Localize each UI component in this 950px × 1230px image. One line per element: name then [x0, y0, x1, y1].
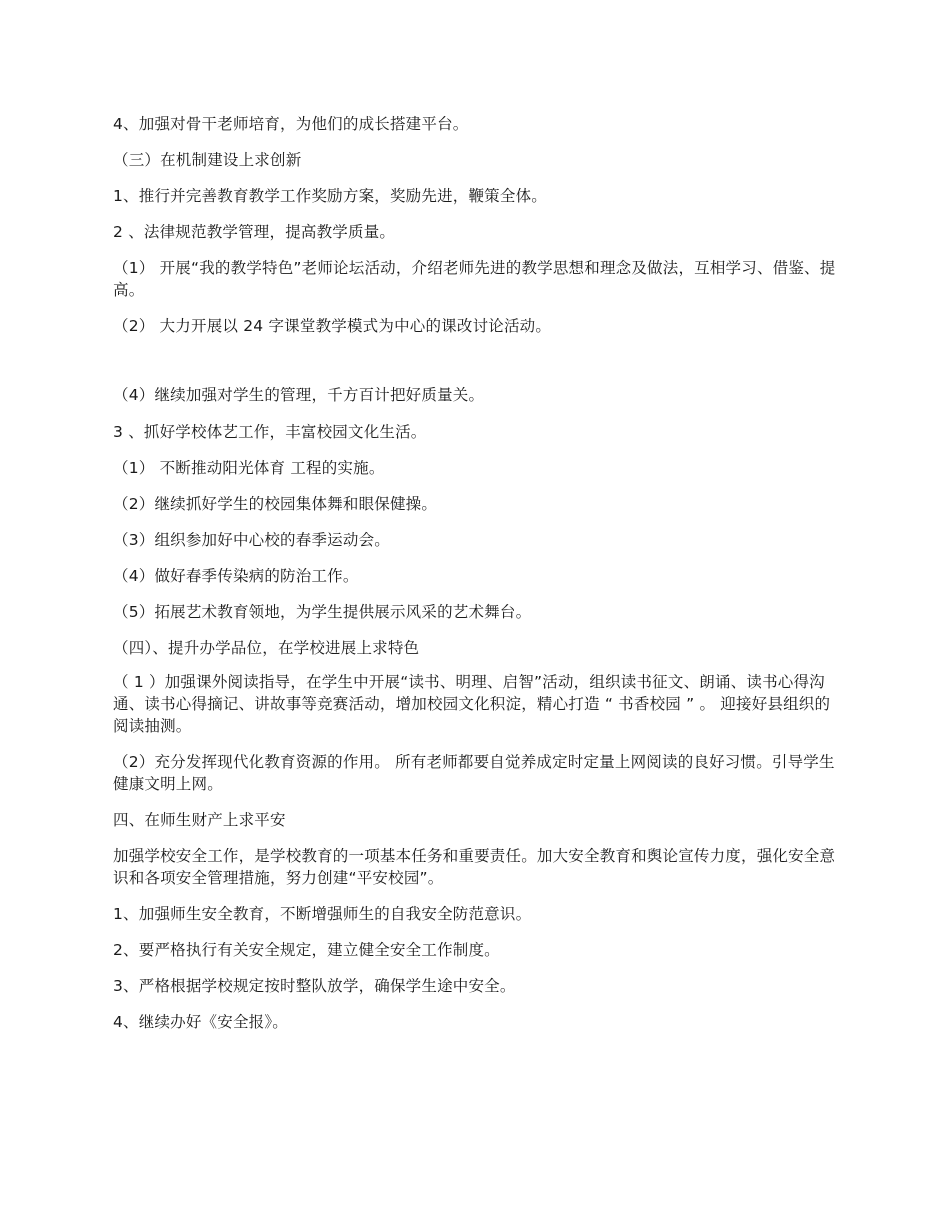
paragraph-3: 1、推行并完善教育教学工作奖励方案，奖励先进，鞭策全体。 — [113, 187, 547, 205]
paragraph-15: （ 1 ）加强课外阅读指导，在学生中开展“读书、明理、启智”活动，组织读书征文、朗诵、读书心得沟通、读书心得摘记、讲故事等竞赛活动，增加校园文化积淀，精心打造 “ 书香校园 ” 。 迎接好县组织的阅读抽测。 — [113, 673, 831, 735]
paragraph-2: （三）在机制建设上求创新 — [113, 151, 302, 169]
paragraph-20: 2、要严格执行有关安全规定，建立健全安全工作制度。 — [113, 941, 500, 959]
paragraph-13: （5）拓展艺术教育领地，为学生提供展示风采的艺术舞台。 — [113, 603, 532, 621]
paragraph-17: 四、在师生财产上求平安 — [113, 811, 286, 829]
paragraph-4: 2 、法律规范教学管理，提高教学质量。 — [113, 223, 396, 241]
paragraph-16: （2）充分发挥现代化教育资源的作用。 所有老师都要自觉养成定时定量上网阅读的良好习惯。引导学生健康文明上网。 — [113, 753, 835, 793]
paragraph-14: （四）、提升办学品位，在学校进展上求特色 — [113, 639, 420, 657]
paragraph-22: 4、继续办好《安全报》。 — [113, 1013, 289, 1031]
paragraph-12: （4）做好春季传染病的防治工作。 — [113, 567, 359, 585]
paragraph-10: （2）继续抓好学生的校园集体舞和眼保健操。 — [113, 495, 438, 513]
paragraph-21: 3、严格根据学校规定按时整队放学，确保学生途中安全。 — [113, 977, 516, 995]
paragraph-8: 3 、抓好学校体艺工作，丰富校园文化生活。 — [113, 423, 427, 441]
paragraph-19: 1、加强师生安全教育，不断增强师生的自我安全防范意识。 — [113, 905, 532, 923]
paragraph-5: （1） 开展“我的教学特色”老师论坛活动，介绍老师先进的教学思想和理念及做法，互相学习、借鉴、提高。 — [113, 259, 836, 299]
paragraph-7: （4）继续加强对学生的管理，千方百计把好质量关。 — [113, 386, 485, 404]
paragraph-1: 4、加强对骨干老师培育，为他们的成长搭建平台。 — [113, 115, 469, 133]
paragraph-9: （1） 不断推动阳光体育 工程的实施。 — [113, 459, 385, 477]
paragraph-11: （3）组织参加好中心校的春季运动会。 — [113, 531, 390, 549]
paragraph-6: （2） 大力开展以 24 字课堂教学模式为中心的课改讨论活动。 — [113, 317, 552, 335]
paragraph-18: 加强学校安全工作，是学校教育的一项基本任务和重要责任。加大安全教育和舆论宣传力度，强化安全意识和各项安全管理措施，努力创建“平安校园”。 — [113, 847, 836, 887]
